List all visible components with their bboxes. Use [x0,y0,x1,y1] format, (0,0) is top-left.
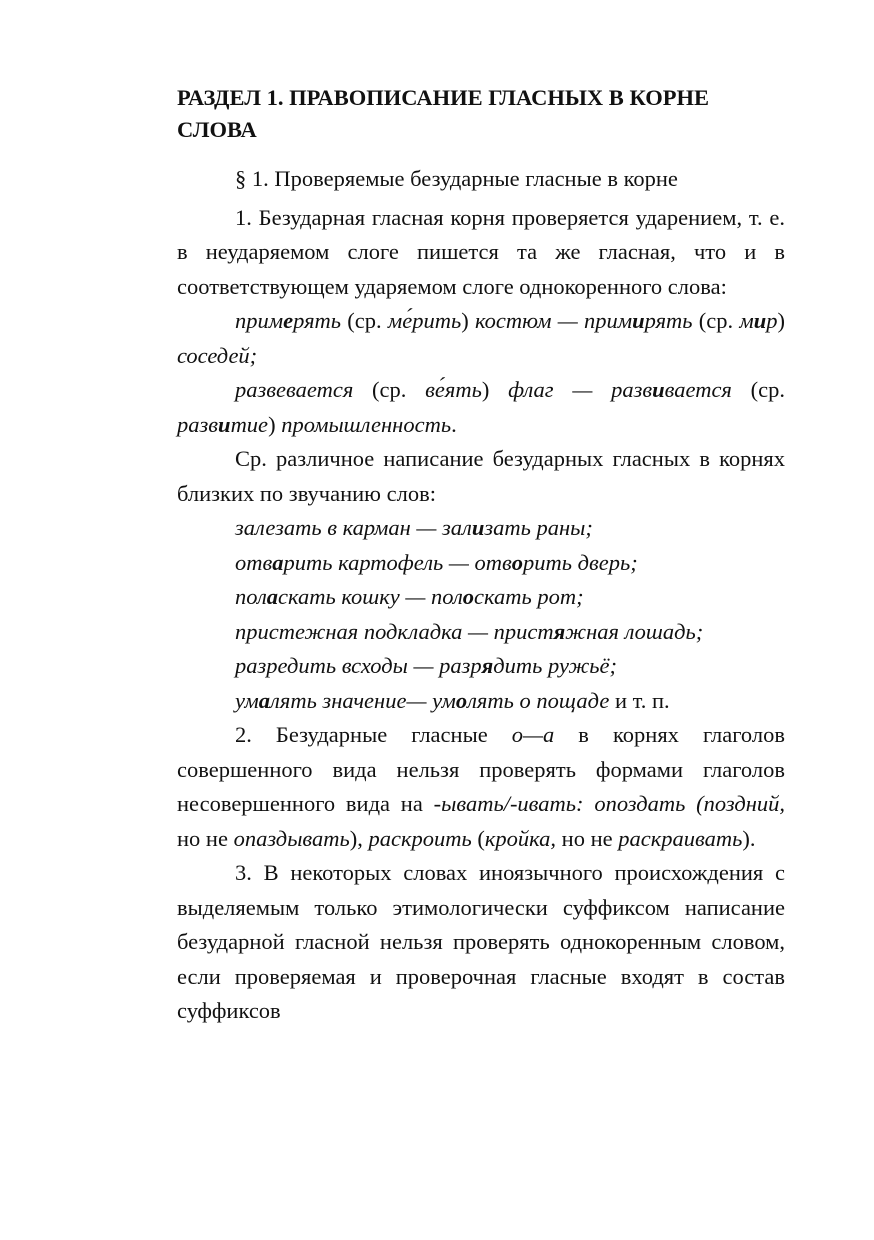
paragraph-title: § 1. Проверяемые безударные гласные в корне [235,166,678,191]
pair-pristezhnaya: пристежная подкладка — пристяжная лошадь; [235,618,704,644]
section-heading: РАЗДЕЛ 1. ПРАВОПИСАНИЕ ГЛАСНЫХ В КОРНЕ СЛОВА [177,85,709,142]
example-razvevaetsya: развевается (ср. ве́ять) флаг — развивается (ср. развитие) промышленность. [177,377,785,437]
pair-polaskat: поласкать кошку — полоскать рот; [235,584,584,609]
rule-3-paragraph: 3. В некоторых словах иноязычного происхождения с выделяемым только этимологически суффиксом написание безударной гласной нельзя проверять однокоренным словом, если проверяемая и проверочная гласные входят в состав суффиксов [177,860,785,1023]
rule-1-paragraph: 1. Безударная гласная корня проверяется ударением, т. е. в неударяемом слоге пишется та же гласная, что и в соответствующем ударяемом слоге однокоренного слова: [177,204,785,299]
comparison-paragraph: Ср. различное написание безударных гласных в корнях близких по звучанию слов: [177,446,785,506]
pair-umalyat: умалять значение— умолять о пощаде и т. п. [235,687,670,713]
pair-otvarit: отварить картофель — отворить дверь; [235,549,638,575]
pair-razredit: разредить всходы — разрядить ружьё; [235,653,618,678]
pair-zalezat: залезать в карман — зализать раны; [235,515,593,540]
document-page [177,82,785,1029]
rule-2-paragraph: 2. Безударные гласные о—а в корнях глаголов совершенного вида нельзя проверять формами глаголов несовершенного вида на -ывать/-ивать: опоздать (поздний, но не опаздывать), раскроить (кройка, но не раскраивать). [177,722,785,851]
example-primeryat: примерять (ср. ме́рить) костюм — примирять (ср. мир) соседей; [177,308,786,368]
